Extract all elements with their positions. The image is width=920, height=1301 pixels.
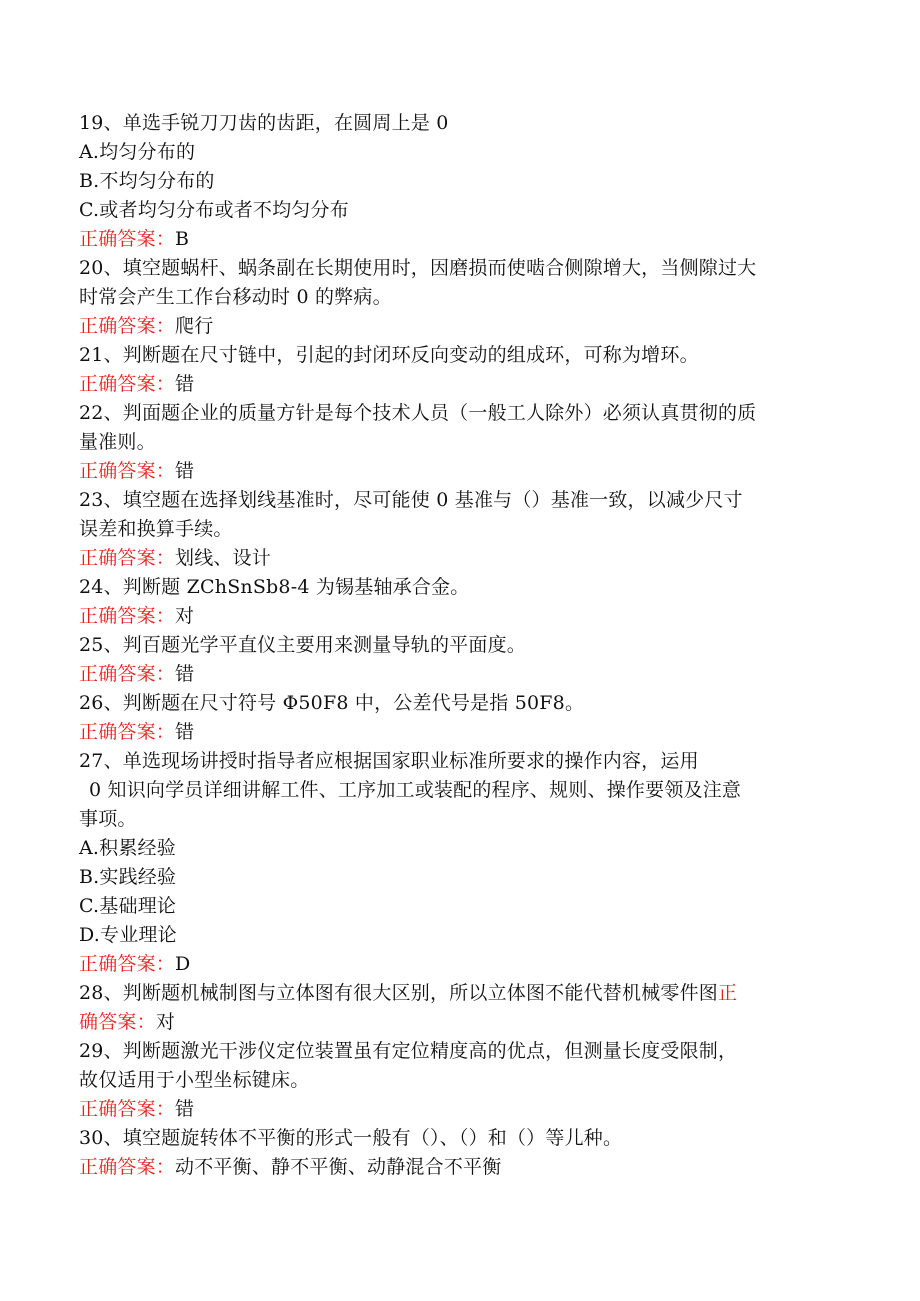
answer-label: 正确答案： xyxy=(79,663,176,685)
option-a: A.积累经验 xyxy=(79,837,176,859)
document-page xyxy=(79,109,835,1182)
answer-23 xyxy=(79,544,835,573)
answer-value: 错 xyxy=(175,721,195,743)
option-c: C.基础理论 xyxy=(79,895,177,917)
answer-26 xyxy=(79,718,835,747)
question-23: 23、填空题在选择划线基准时，尽可能使 0 基准与（）基准一致，以减少尺寸 xyxy=(79,489,743,511)
option-c: C.或者均匀分布或者不均匀分布 xyxy=(79,199,349,221)
answer-24 xyxy=(79,602,835,631)
answer-30 xyxy=(79,1153,835,1182)
question-29: 29、判断题激光干涉仪定位装置虽有定位精度高的优点，但测量长度受限制， xyxy=(79,1040,738,1062)
answer-value: 划线、设计 xyxy=(175,547,272,569)
question-29-cont: 故仅适用于小型坐标键床。 xyxy=(79,1069,310,1091)
answer-label-rest: 确答案： xyxy=(79,1011,156,1033)
answer-label: 正确答案： xyxy=(79,721,176,743)
question-19: 19、单选手锐刀刀齿的齿距，在圆周上是 0 xyxy=(79,112,449,134)
option-d: D.专业理论 xyxy=(79,924,177,946)
answer-22 xyxy=(79,457,835,486)
answer-25 xyxy=(79,660,835,689)
question-23-cont: 误差和换算手续。 xyxy=(79,518,233,540)
answer-19 xyxy=(79,225,835,254)
answer-value: D xyxy=(175,953,191,975)
option-a: A.均匀分布的 xyxy=(79,141,196,163)
answer-21 xyxy=(79,370,835,399)
answer-29 xyxy=(79,1095,835,1124)
answer-value: 对 xyxy=(155,1011,176,1033)
question-20: 20、填空题蜗杆、蜗条副在长期使用时，因磨损而使啮合侧隙增大，当侧隙过大 xyxy=(79,257,757,279)
answer-label: 正确答案： xyxy=(79,547,176,569)
question-27-cont-2: 事项。 xyxy=(79,808,137,830)
answer-label: 正确答案： xyxy=(79,1098,176,1120)
question-28 xyxy=(79,979,835,1008)
answer-label: 正确答案： xyxy=(79,373,176,395)
question-24: 24、判断题 ZChSnSb8-4 为锡基轴承合金。 xyxy=(79,576,470,598)
question-21: 21、判断题在尺寸链中，引起的封闭环反向变动的组成环，可称为增环。 xyxy=(79,344,699,366)
question-28-text: 28、判断题机械制图与立体图有很大区别，所以立体图不能代替机械零件图 xyxy=(79,982,718,1004)
answer-label: 正确答案： xyxy=(79,953,176,975)
question-20-cont: 时常会产生工作台移动时 0 的弊病。 xyxy=(79,286,392,308)
answer-value: 错 xyxy=(175,663,195,685)
answer-value: 错 xyxy=(175,460,195,482)
question-22: 22、判面题企业的质量方针是每个技术人员（一般工人除外）必须认真贯彻的质 xyxy=(79,402,757,424)
answer-value: 错 xyxy=(175,373,195,395)
answer-value: 爬行 xyxy=(175,315,214,337)
answer-20 xyxy=(79,312,835,341)
answer-label: 正确答案： xyxy=(79,1156,176,1178)
answer-27 xyxy=(79,950,835,979)
answer-28 xyxy=(79,1008,835,1037)
option-b: B.不均匀分布的 xyxy=(79,170,215,192)
question-26: 26、判断题在尺寸符号 Φ50F8 中，公差代号是指 50F8。 xyxy=(79,692,585,714)
answer-label: 正确答案： xyxy=(79,460,176,482)
answer-label: 正确答案： xyxy=(79,315,176,337)
answer-label: 正确答案： xyxy=(79,605,176,627)
answer-label: 正确答案： xyxy=(79,228,176,250)
question-30: 30、填空题旋转体不平衡的形式一般有（）、（）和（）等儿种。 xyxy=(79,1127,623,1149)
option-b: B.实践经验 xyxy=(79,866,177,888)
answer-value: B xyxy=(175,228,190,250)
question-25: 25、判百题光学平直仪主要用来测量导轨的平面度。 xyxy=(79,634,526,656)
answer-label-start: 正 xyxy=(717,982,738,1004)
answer-value: 动不平衡、静不平衡、动静混合不平衡 xyxy=(175,1156,502,1178)
question-22-cont: 量准则。 xyxy=(79,431,156,453)
answer-value: 对 xyxy=(175,605,195,627)
answer-value: 错 xyxy=(175,1098,195,1120)
question-27: 27、单选现场讲授时指导者应根据国家职业标准所要求的操作内容，运用 xyxy=(79,750,699,772)
question-27-cont: 0 知识向学员详细讲解工件、工序加工或装配的程序、规则、操作要领及注意 xyxy=(89,779,742,801)
